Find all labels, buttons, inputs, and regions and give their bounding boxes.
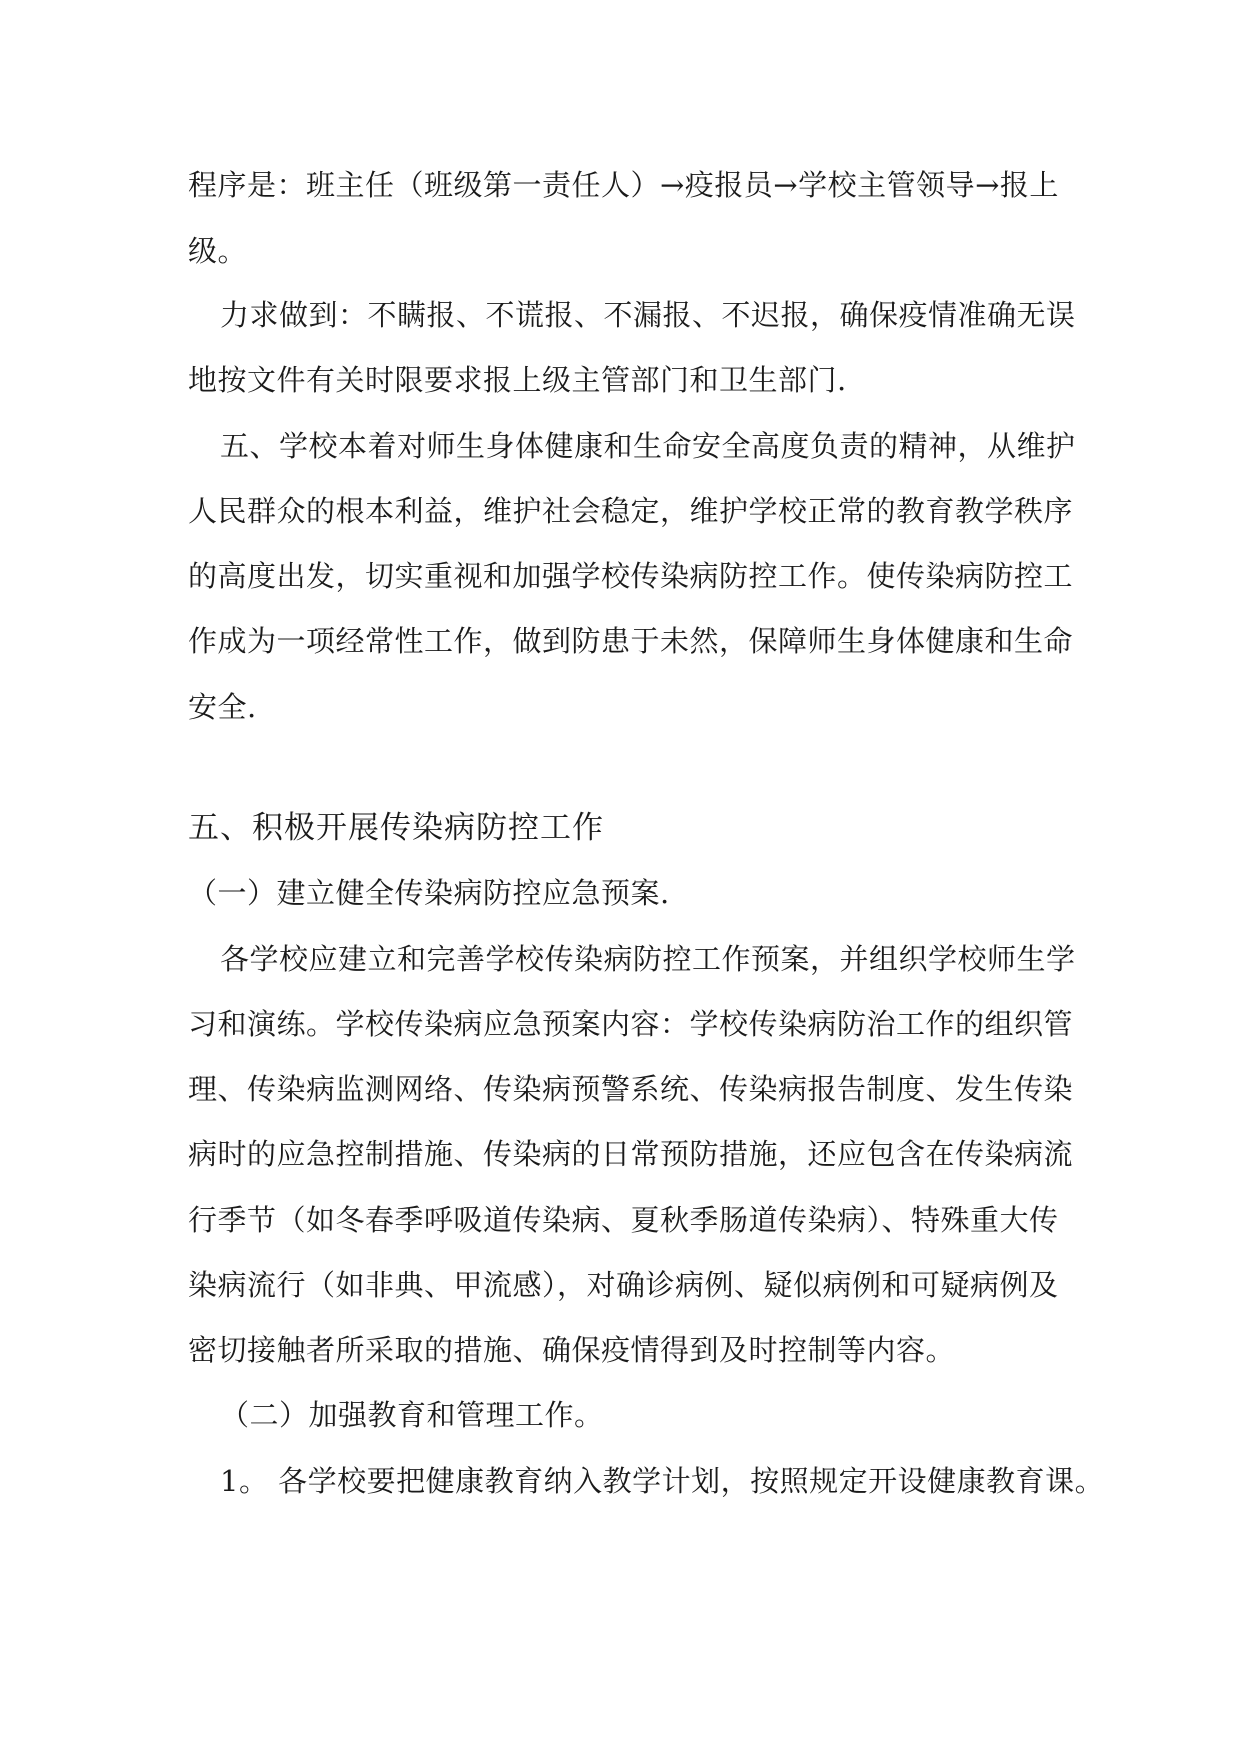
paragraph-3-line-3: 的高度出发，切实重视和加强学校传染病防控工作。使传染病防控工 [188, 559, 1074, 593]
paragraph-1-line-2: 级。 [188, 234, 248, 268]
paragraph-3-line-2: 人民群众的根本利益，维护社会稳定，维护学校正常的教育教学秩序 [188, 494, 1074, 528]
list-item-1: 1。 各学校要把健康教育纳入教学计划，按照规定开设健康教育课。 [220, 1464, 1105, 1498]
paragraph-4-line-7: 密切接触者所采取的措施、确保疫情得到及时控制等内容。 [188, 1333, 956, 1367]
paragraph-4-line-5: 行季节（如冬春季呼吸道传染病、夏秋季肠道传染病）、特殊重大传 [188, 1203, 1059, 1237]
paragraph-4-line-4: 病时的应急控制措施、传染病的日常预防措施，还应包含在传染病流 [188, 1137, 1074, 1171]
section-heading: 五、积极开展传染病防控工作 [188, 810, 604, 846]
paragraph-4-line-6: 染病流行（如非典、甲流感），对确诊病例、疑似病例和可疑病例及 [188, 1268, 1059, 1302]
paragraph-3-line-5: 安全. [188, 690, 257, 724]
paragraph-1-line-1: 程序是：班主任（班级第一责任人）→疫报员→学校主管领导→报上 [188, 168, 1059, 202]
paragraph-2-line-1: 力求做到：不瞒报、不谎报、不漏报、不迟报，确保疫情准确无误 [220, 298, 1076, 332]
paragraph-4-line-2: 习和演练。学校传染病应急预案内容：学校传染病防治工作的组织管 [188, 1007, 1074, 1041]
paragraph-2-line-2: 地按文件有关时限要求报上级主管部门和卫生部门. [188, 363, 847, 397]
subheading-2: （二）加强教育和管理工作。 [220, 1398, 604, 1432]
paragraph-4-line-3: 理、传染病监测网络、传染病预警系统、传染病报告制度、发生传染 [188, 1072, 1074, 1106]
paragraph-4-line-1: 各学校应建立和完善学校传染病防控工作预案，并组织学校师生学 [220, 942, 1076, 976]
paragraph-3-line-1: 五、学校本着对师生身体健康和生命安全高度负责的精神，从维护 [220, 429, 1076, 463]
paragraph-3-line-4: 作成为一项经常性工作，做到防患于未然，保障师生身体健康和生命 [188, 624, 1074, 658]
subheading-1: （一）建立健全传染病防控应急预案. [188, 876, 670, 910]
